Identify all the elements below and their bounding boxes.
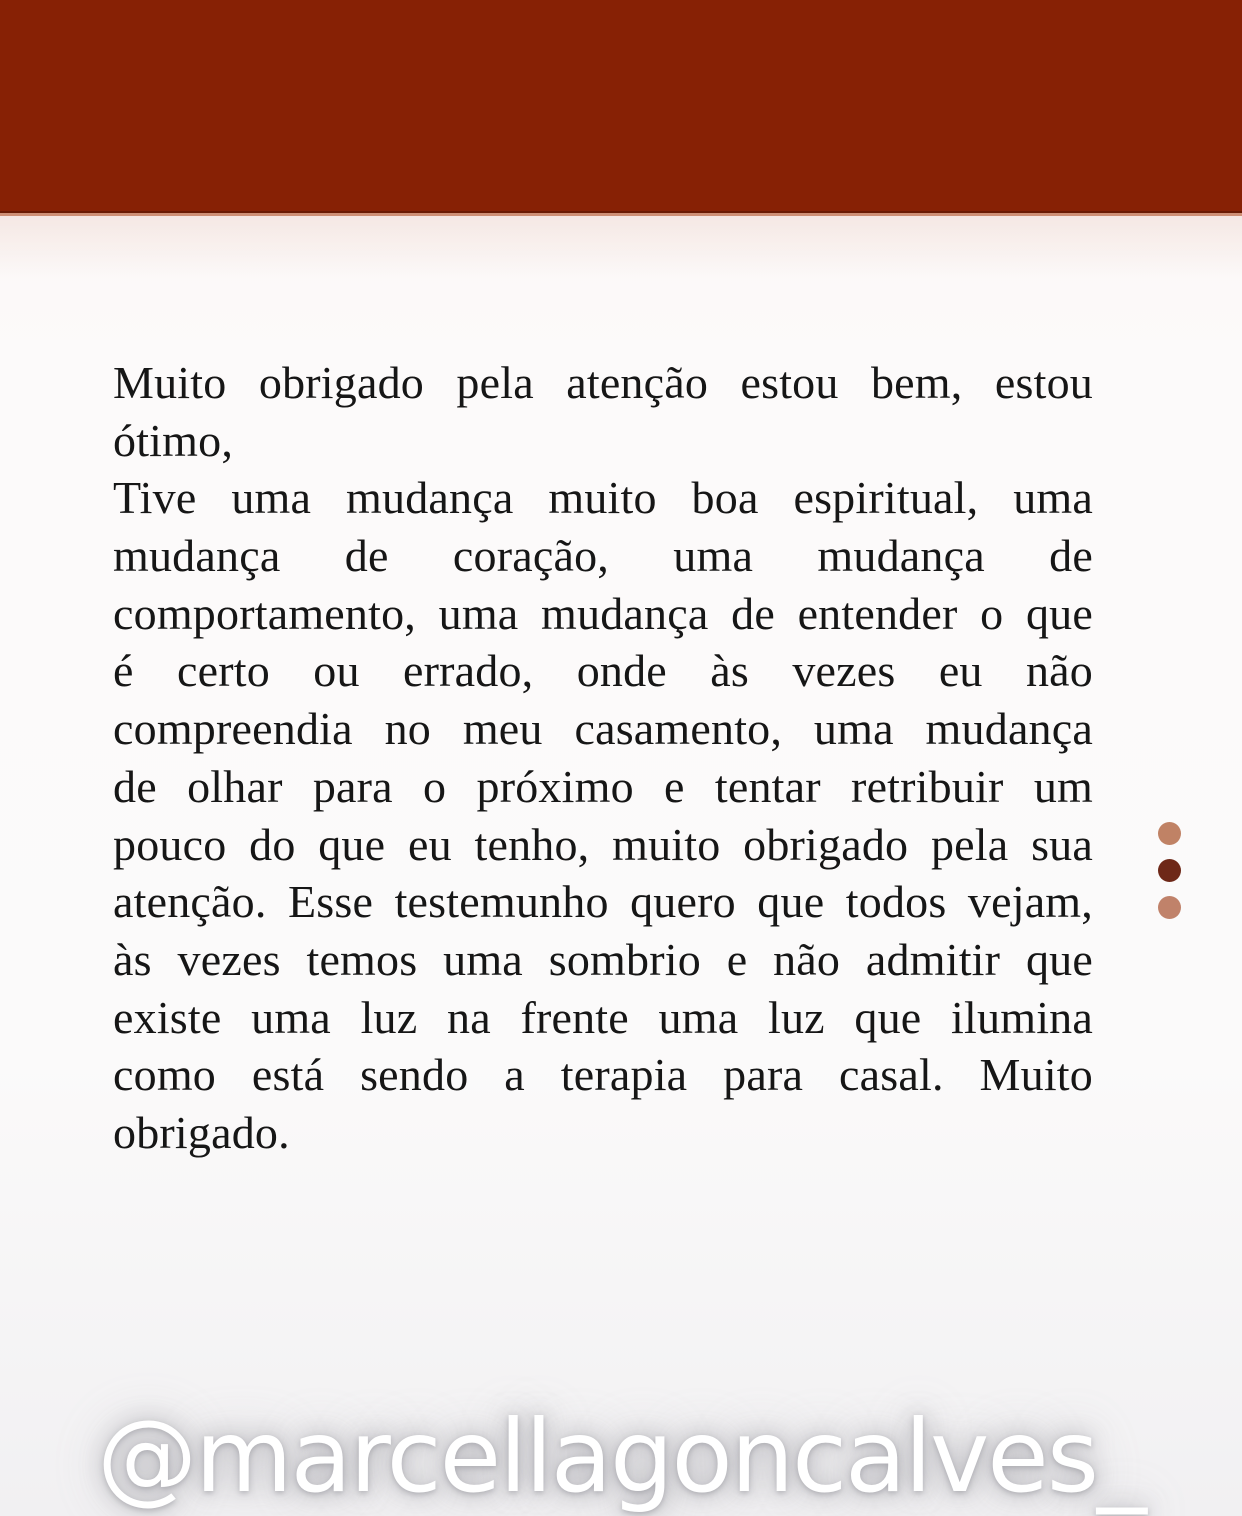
carousel-dot[interactable] [1158,896,1181,919]
testimonial-line: ótimo, [113,414,234,466]
testimonial-line: compreendia no meu casamento, uma mudança [113,703,1093,755]
testimonial-text-block [113,354,1093,1162]
watermark-handle: @marcellagoncalves_ [97,1398,1145,1515]
carousel-dot[interactable] [1158,822,1181,845]
testimonial-line: existe uma luz na frente uma luz que ilumina [113,991,1093,1043]
header-band [0,0,1242,213]
testimonial-line: mudança de coração, uma mudança de [113,530,1093,582]
testimonial-line: Muito obrigado pela atenção estou bem, estou [113,357,1093,408]
testimonial-line: de olhar para o próximo e tentar retribuir um [113,760,1093,812]
testimonial-line: é certo ou errado, onde às vezes eu não [113,645,1093,697]
testimonial-line: Tive uma mudança muito boa espiritual, uma [113,472,1093,524]
testimonial-line: pouco do que eu tenho, muito obrigado pela sua [113,818,1093,870]
testimonial-line: às vezes temos uma sombrio e não admitir que [113,933,1093,985]
header-band-fade [0,216,1242,278]
testimonial-line: comportamento, uma mudança de entender o que [113,587,1093,639]
carousel-pagination-dots [1158,822,1182,932]
testimonial-line: obrigado. [113,1106,290,1158]
carousel-dot-active[interactable] [1158,859,1181,882]
testimonial-line: como está sendo a terapia para casal. Muito [113,1049,1093,1101]
testimonial-line: atenção. Esse testemunho quero que todos vejam, [113,876,1093,928]
